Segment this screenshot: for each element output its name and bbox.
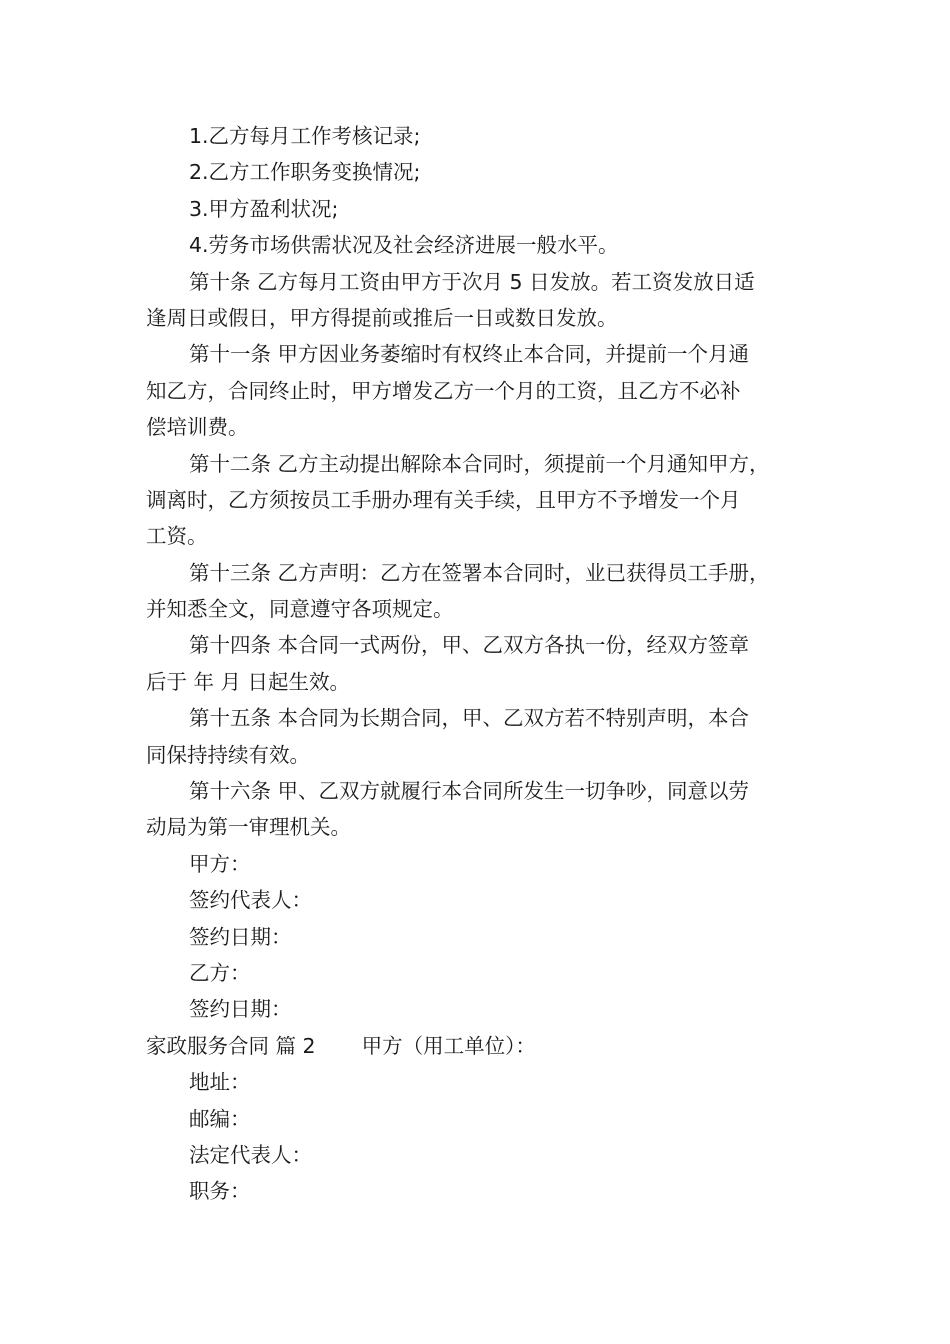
section-title: 家政服务合同 篇 2 <box>146 1033 316 1058</box>
text-line: 第十五条 本合同为长期合同，甲、乙双方若不特别声明，本合 <box>189 706 750 731</box>
text-line: 逢周日或假日，甲方得提前或推后一日或数日发放。 <box>146 305 618 330</box>
party-a-employer-label: 甲方（用工单位）： <box>361 1033 536 1058</box>
text-line: 第十三条 乙方声明：乙方在签署本合同时，业已获得员工手册， <box>189 560 770 585</box>
text-line: 动局为第一审理机关。 <box>146 815 351 840</box>
text-line: 3.甲方盈利状况; <box>189 196 339 221</box>
text-line: 邮编： <box>189 1106 251 1131</box>
text-line: 第十四条 本合同一式两份，甲、乙双方各执一份，经双方签章 <box>189 633 750 658</box>
party-a-details <box>146 1064 811 1210</box>
text-line: 签约日期： <box>189 997 292 1022</box>
text-line: 同保持持续有效。 <box>146 742 310 767</box>
document-page <box>146 118 811 1210</box>
text-line: 第十一条 甲方因业务萎缩时有权终止本合同，并提前一个月通 <box>189 342 750 367</box>
text-line: 4.劳务市场供需状况及社会经济进展一般水平。 <box>189 233 619 258</box>
text-line: 并知悉全文，同意遵守各项规定。 <box>146 597 454 622</box>
text-line: 工资。 <box>146 524 208 549</box>
text-line: 乙方： <box>189 960 251 985</box>
text-line: 第十条 乙方每月工资由甲方于次月 5 日发放。若工资发放日适 <box>189 269 755 294</box>
text-line: 调离时，乙方须按员工手册办理有关手续，且甲方不予增发一个月 <box>146 487 741 512</box>
text-line: 1.乙方每月工作考核记录; <box>189 124 421 148</box>
heading-spacer <box>316 1028 362 1064</box>
text-line: 偿培训费。 <box>146 415 249 440</box>
text-line: 甲方： <box>189 851 251 876</box>
text-line: 法定代表人： <box>189 1142 312 1167</box>
section-heading <box>146 1028 811 1064</box>
text-line: 知乙方，合同终止时，甲方增发乙方一个月的工资，且乙方不必补 <box>146 378 741 403</box>
text-line: 第十六条 甲、乙双方就履行本合同所发生一切争吵，同意以劳 <box>189 779 750 804</box>
text-line: 第十二条 乙方主动提出解除本合同时，须提前一个月通知甲方， <box>189 451 770 476</box>
text-line: 地址： <box>189 1070 251 1095</box>
text-line: 签约日期： <box>189 924 292 949</box>
text-line: 签约代表人： <box>189 888 312 913</box>
text-line: 后于 年 月 日起生效。 <box>146 669 351 694</box>
text-line: 2.乙方工作职务变换情况; <box>189 160 421 185</box>
text-line: 职务： <box>189 1179 251 1204</box>
contract-clauses <box>146 118 811 1028</box>
